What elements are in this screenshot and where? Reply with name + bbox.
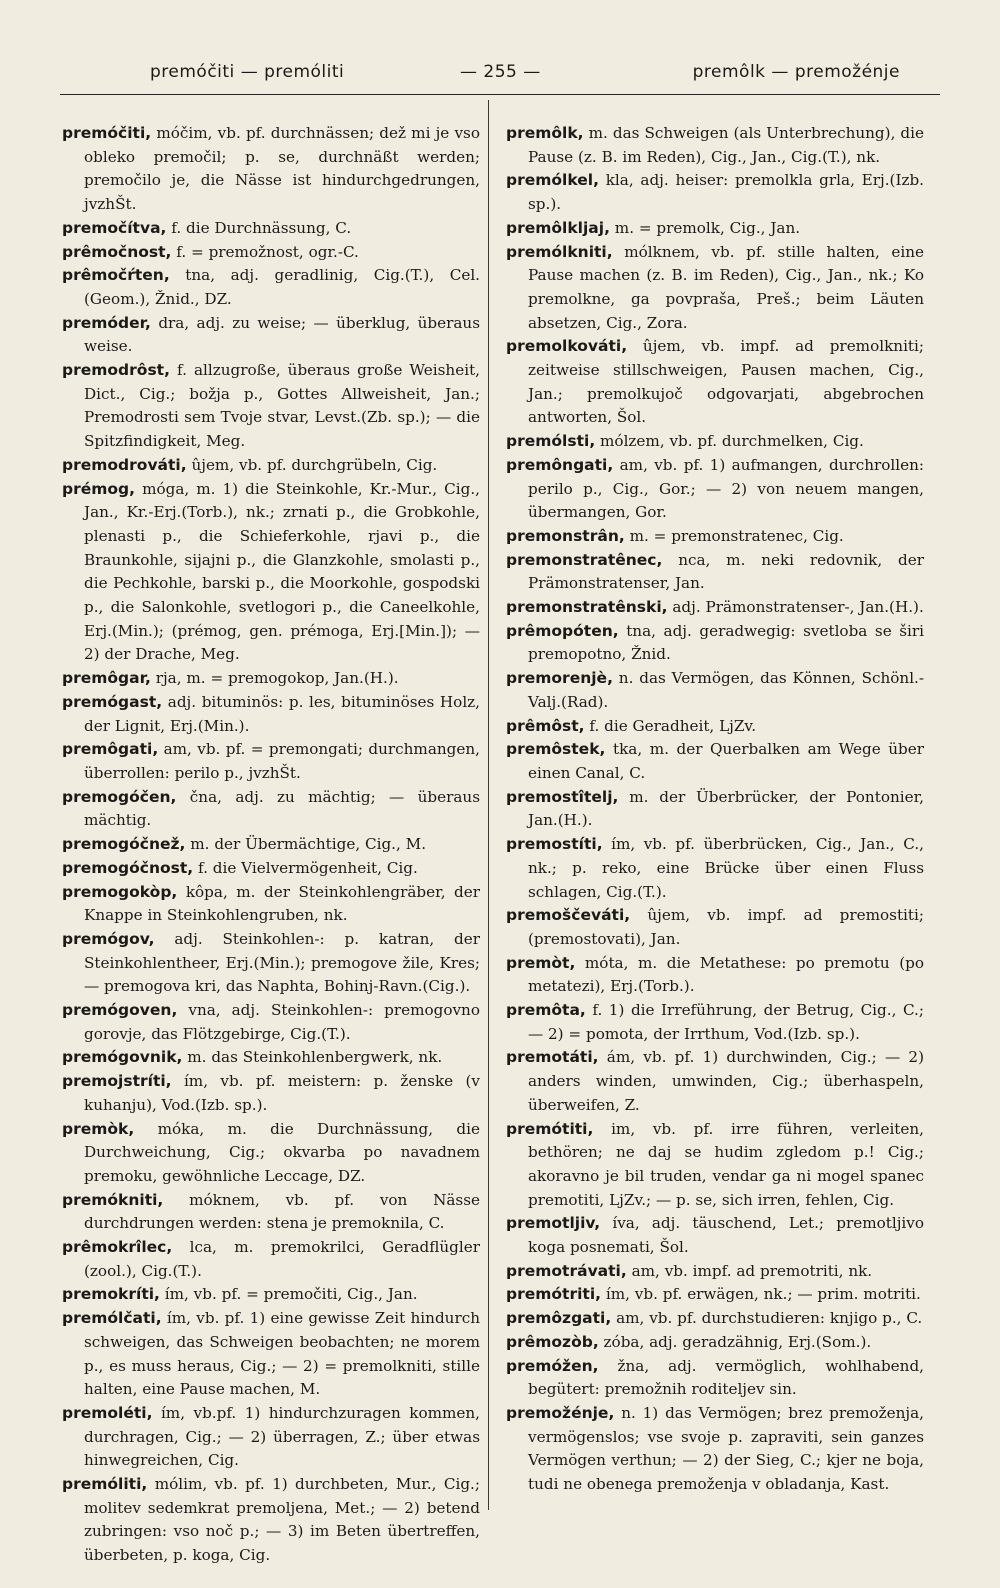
entry-definition: čna, adj. zu mächtig; — überaus mächtig. [84, 787, 480, 830]
entry-definition: m. der Überbrücker, der Pontonier, Jan.(H.). [528, 787, 925, 830]
entry-definition: ím, vb. pf. erwägen, nk.; — prim. motriti. [605, 1285, 921, 1304]
entry-definition: kôpa, m. der Steinkohlengräber, der Knappe in Steinkohlengruben, nk. [84, 882, 480, 925]
dictionary-entry [506, 169, 924, 216]
header-left-guidewords: premóčiti — premóliti [150, 62, 345, 82]
entry-definition: n. das Vermögen, das Können, Schönl.-Valj.(Rad). [528, 669, 925, 711]
entry-headword: premotljiv, [506, 1214, 601, 1233]
dictionary-entry [506, 335, 924, 430]
entry-definition: m. = premonstratenec, Cig. [629, 526, 844, 545]
dictionary-entry [506, 738, 924, 785]
entry-definition: ûjem, vb. impf. ad premostiti; (premostovati), Jan. [528, 906, 924, 948]
entry-headword: premokríti, [62, 1285, 160, 1304]
entry-headword: premógoven, [62, 1001, 178, 1020]
entry-definition: am, vb. pf. 1) aufmangen, durchrollen: perilo p., Cig., Gor.; — 2) von neuem mangen, übermangen, Gor. [528, 455, 924, 522]
entry-headword: premoléti, [62, 1403, 153, 1422]
entry-headword: premogóčnež, [62, 835, 186, 854]
entry-definition: adj. bituminös: p. les, bituminöses Holz, der Lignit, Erj.(Min.). [84, 692, 481, 735]
dictionary-entry [62, 1402, 480, 1473]
entry-headword: prêmokrîlec, [62, 1238, 173, 1257]
entry-definition: adj. Prämonstratenser-, Jan.(H.). [672, 598, 924, 617]
dictionary-entry [62, 1236, 480, 1283]
entry-headword: premógovnik, [62, 1048, 183, 1067]
entry-headword: premorenjè, [506, 669, 613, 688]
dictionary-entry [62, 1118, 480, 1189]
entry-definition: m. der Übermächtige, Cig., M. [190, 835, 427, 854]
dictionary-entry [506, 1046, 924, 1117]
dictionary-entry [506, 952, 924, 999]
dictionary-entry [506, 1331, 924, 1355]
entry-headword: premodrôst, [62, 361, 170, 380]
dictionary-entry [62, 999, 480, 1046]
entry-headword: premókniti, [62, 1190, 164, 1209]
dictionary-entry [506, 1283, 924, 1307]
entry-definition: móknem, vb. pf. von Nässe durchdrungen werden: stena je premoknila, C. [84, 1190, 480, 1233]
entry-headword: premojstríti, [62, 1072, 172, 1091]
dictionary-entry [62, 833, 480, 857]
entry-headword: premôgar, [62, 669, 151, 688]
dictionary-entry [62, 738, 480, 785]
entry-headword: premôstek, [506, 740, 606, 759]
page-number: — 255 — [460, 62, 541, 82]
dictionary-entry [506, 786, 924, 833]
dictionary-entry [62, 1473, 480, 1568]
entry-definition: tka, m. der Querbalken am Wege über einen Canal, C. [528, 740, 925, 782]
dictionary-entry [506, 1118, 924, 1213]
entry-headword: premostîtelj, [506, 787, 619, 806]
dictionary-entry [62, 1070, 480, 1117]
entry-definition: f. 1) die Irreführung, der Betrug, Cig., C.; — 2) = pomota, der Irrthum, Vod.(Izb. sp.). [528, 1001, 924, 1043]
dictionary-entry [62, 691, 480, 738]
left-column [62, 122, 480, 1568]
entry-headword: premogóčnost, [62, 858, 194, 877]
dictionary-entry [506, 1355, 924, 1402]
entry-headword: premóžen, [506, 1356, 599, 1375]
entry-headword: premólčati, [62, 1309, 162, 1328]
dictionary-entry [62, 786, 480, 833]
entry-definition: móta, m. die Metathese: po premotu (po metatezi), Erj.(Torb.). [528, 953, 924, 996]
dictionary-entry [62, 478, 480, 668]
entry-headword: premôzgati, [506, 1309, 612, 1328]
dictionary-entry [506, 549, 924, 596]
entry-definition: kla, adj. heiser: premolkla grla, Erj.(Izb. sp.). [528, 171, 924, 214]
entry-headword: premólkel, [506, 171, 599, 190]
entry-headword: premótiti, [506, 1119, 594, 1138]
entry-definition: ím, vb. pf. = premočiti, Cig., Jan. [164, 1285, 418, 1304]
entry-headword: premógov, [62, 929, 155, 948]
entry-headword: premóliti, [62, 1475, 148, 1494]
dictionary-entry [506, 833, 924, 904]
entry-definition: ím, vb. pf. meistern: p. ženske (v kuhanju), Vod.(Izb. sp.). [84, 1072, 480, 1114]
entry-headword: premonstratênski, [506, 598, 668, 617]
entry-definition: m. = premolk, Cig., Jan. [614, 218, 801, 237]
entry-definition: tna, adj. geradwegig: svetloba se širi premopotno, Žnid. [528, 621, 925, 664]
entry-headword: prêmôst, [506, 716, 585, 735]
entry-definition: mólknem, vb. pf. stille halten, eine Pause machen (z. B. im Reden), Cig., Jan., nk.; Ko premolkne, ga povpraša, Preš.; beim Läuten absetzen, Cig., Zora. [528, 242, 925, 332]
entry-definition: n. 1) das Vermögen; brez premoženja, vermögenslos; vse svoje p. zapraviti, sein ganzes Vermögen verthun; — 2) der Sieg, C.; kjer ne boja, tudi ne obenega premoženja v obladanja, Kast. [528, 1403, 924, 1494]
entry-definition: am, vb. pf. = premongati; durchmangen, überrollen: perilo p., jvzhŠt. [84, 740, 480, 782]
dictionary-entry [506, 1260, 924, 1284]
entry-definition: lca, m. premokrilci, Geradflügler (zool.), Cig.(T.). [84, 1238, 480, 1280]
entry-headword: premodrováti, [62, 455, 187, 474]
dictionary-entry [62, 1283, 480, 1307]
right-column [506, 122, 924, 1497]
dictionary-entry [62, 217, 480, 241]
dictionary-entry [62, 857, 480, 881]
dictionary-entry [506, 620, 924, 667]
entry-definition: am, vb. impf. ad premotriti, nk. [631, 1261, 873, 1280]
entry-definition: ûjem, vb. impf. ad premolkniti; zeitweise stillschweigen, Pausen machen, Cig., Jan.; premolkujoč odgovarjati, abgebrochen antworten, Šol. [528, 337, 925, 427]
entry-headword: premoščeváti, [506, 906, 631, 925]
entry-headword: premòk, [62, 1119, 135, 1138]
entry-headword: premotrávati, [506, 1261, 627, 1280]
entry-definition: móčim, vb. pf. durchnässen; dež mi je vso obleko premočil; p. se, durchnäßt werden; premočilo je, die Nässe ist hindurchgedrungen, jvzhŠt. [84, 124, 480, 214]
dictionary-entry [62, 928, 480, 999]
dictionary-entry [62, 881, 480, 928]
entry-headword: premožénje, [506, 1403, 615, 1422]
entry-headword: prêmočŕten, [62, 266, 170, 285]
dictionary-entry [506, 430, 924, 454]
dictionary-entry [62, 1307, 480, 1402]
dictionary-entry [506, 1402, 924, 1497]
entry-definition: m. das Schweigen (als Unterbrechung), die Pause (z. B. im Reden), Cig., Jan., Cig.(T.), nk. [528, 124, 924, 166]
entry-headword: prêmozòb, [506, 1332, 599, 1351]
entry-definition: am, vb. pf. durchstudieren: knjigo p., C. [616, 1309, 923, 1328]
running-header [60, 58, 940, 90]
dictionary-entry [62, 1189, 480, 1236]
dictionary-entry [506, 525, 924, 549]
entry-definition: zóba, adj. geradzähnig, Erj.(Som.). [603, 1332, 872, 1351]
entry-definition: f. allzugroße, überaus große Weisheit, Dict., Cig.; božja p., Gottes Allweisheit, Jan.; Premodrosti sem Tvoje stvar, Levst.(Zb. sp.); — die Spitzfindigkeit, Meg. [84, 361, 480, 451]
header-right-guidewords: premôlk — premožénje [692, 62, 900, 82]
entry-definition: m. das Steinkohlenbergwerk, nk. [187, 1048, 443, 1067]
entry-headword: premogokòp, [62, 882, 178, 901]
entry-headword: prêmočnost, [62, 242, 172, 261]
entry-definition: im, vb. pf. irre führen, verleiten, bethören; ne daj se hudim zgledom p.! Cig.; akoravno je bil truden, vendar ga ni mogel spanec premotiti, LjZv.; — p. se, sich irren, fehlen, Cig. [528, 1119, 924, 1209]
dictionary-entry [506, 454, 924, 525]
entry-headword: premólsti, [506, 432, 596, 451]
dictionary-entry [62, 312, 480, 359]
entry-headword: prêmopóten, [506, 621, 619, 640]
entry-headword: premôlk, [506, 124, 584, 142]
entry-headword: premočítva, [62, 218, 167, 237]
dictionary-entry [506, 667, 924, 714]
entry-definition: f. die Vielvermögenheit, Cig. [198, 858, 418, 877]
entry-definition: vna, adj. Steinkohlen-: premogovno gorovje, das Flötzgebirge, Cig.(T.). [84, 1001, 480, 1043]
entry-headword: premólkniti, [506, 242, 613, 261]
entry-definition: ím, vb.pf. 1) hindurchzuragen kommen, durchragen, Cig.; — 2) überragen, Z.; über etwas hinwegreichen, Cig. [84, 1403, 480, 1470]
entry-definition: f. = premožnost, ogr.-C. [176, 242, 359, 261]
entry-definition: žna, adj. vermöglich, wohlhabend, begütert: premožnih roditeljev sin. [528, 1356, 925, 1399]
entry-definition: mólim, vb. pf. 1) durchbeten, Mur., Cig.; molitev sedemkrat premoljena, Met.; — 2) betend zubringen: vso noč p.; — 3) im Beten übertreffen, überbeten, p. koga, Cig. [84, 1475, 480, 1565]
entry-definition: dra, adj. zu weise; — überklug, überaus weise. [84, 313, 481, 356]
entry-definition: móka, m. die Durchnässung, die Durchweichung, Cig.; okvarba po navadnem premoku, gewöhnliche Leccage, DZ. [84, 1119, 480, 1185]
entry-definition: mólzem, vb. pf. durchmelken, Cig. [600, 432, 864, 451]
header-rule [60, 94, 940, 95]
entry-headword: premonstrân, [506, 526, 625, 545]
entry-headword: premôlkljaj, [506, 218, 610, 237]
dictionary-entry [506, 1212, 924, 1259]
entry-definition: nca, m. neki redovnik, der Prämonstratenser, Jan. [528, 550, 924, 593]
entry-definition: f. die Durchnässung, C. [171, 218, 352, 237]
dictionary-entry [62, 454, 480, 478]
entry-definition: rja, m. = premogokop, Jan.(H.). [155, 669, 399, 688]
entry-headword: premòt, [506, 953, 576, 972]
dictionary-entry [506, 1307, 924, 1331]
dictionary-entry [62, 264, 480, 311]
entry-definition: tna, adj. geradlinig, Cig.(T.), Cel.(Geom.), Žnid., DZ. [84, 266, 480, 308]
entry-headword: premogóčen, [62, 787, 177, 806]
entry-headword: premóder, [62, 313, 151, 332]
entry-definition: ím, vb. pf. 1) eine gewisse Zeit hindurch schweigen, das Schweigen beobachten; ne morem p., es muss heraus, Cig.; — 2) = premolkniti, stille halten, eine Pause machen, M. [84, 1309, 480, 1399]
entry-headword: premotáti, [506, 1048, 599, 1067]
dictionary-entry [62, 359, 480, 454]
entry-headword: premógast, [62, 692, 163, 711]
entry-headword: premonstratênec, [506, 550, 663, 569]
column-divider [488, 100, 489, 1510]
dictionary-entry [506, 596, 924, 620]
dictionary-entry [62, 667, 480, 691]
dictionary-entry [62, 122, 480, 217]
entry-headword: prémog, [62, 479, 136, 498]
dictionary-entry [506, 715, 924, 739]
dictionary-entry [506, 217, 924, 241]
dictionary-entry [506, 999, 924, 1046]
entry-definition: ím, vb. pf. überbrücken, Cig., Jan., C., nk.; p. reko, eine Brücke über einen Fluss schlagen, Cig.(T.). [528, 835, 924, 901]
dictionary-entry [506, 122, 924, 169]
entry-definition: f. die Geradheit, LjZv. [589, 716, 757, 735]
dictionary-entry [62, 241, 480, 265]
entry-headword: premostíti, [506, 835, 603, 854]
entry-headword: premôngati, [506, 455, 614, 474]
dictionary-entry [62, 1046, 480, 1070]
entry-definition: íva, adj. täuschend, Let.; premotljivo koga posnemati, Šol. [528, 1214, 925, 1257]
dictionary-entry [506, 904, 924, 951]
entry-definition: ûjem, vb. pf. durchgrübeln, Cig. [191, 455, 438, 474]
entry-headword: premôgati, [62, 740, 159, 759]
dictionary-entry [506, 241, 924, 336]
entry-headword: premolkováti, [506, 337, 628, 356]
entry-definition: ám, vb. pf. 1) durchwinden, Cig.; — 2) anders winden, umwinden, Cig.; überhaspeln, überweifen, Z. [528, 1048, 925, 1114]
entry-definition: móga, m. 1) die Steinkohle, Kr.-Mur., Cig., Jan., Kr.-Erj.(Torb.), nk.; zrnati p., die Grobkohle, plenasti p., die Schieferkohle, rjavi p., die Braunkohle, sijajni p., die Glanzkohle, smolasti p., die Pechkohle, barski p., die Moorkohle, gospodski p., die Salonkohle, svetlogori p., die Caneelkohle, Erj.(Min.); (prémog, gen. prémoga, Erj.[Min.]); — 2) der Drache, Meg. [84, 479, 481, 664]
entry-headword: premôta, [506, 1001, 586, 1020]
entry-definition: adj. Steinkohlen-: p. katran, der Steinkohlentheer, Erj.(Min.); premogove žile, Kres; — premogova kri, das Naphta, Bohinj-Ravn.(Cig.). [84, 929, 480, 996]
entry-headword: premóčiti, [62, 124, 152, 142]
entry-headword: premótriti, [506, 1285, 602, 1304]
